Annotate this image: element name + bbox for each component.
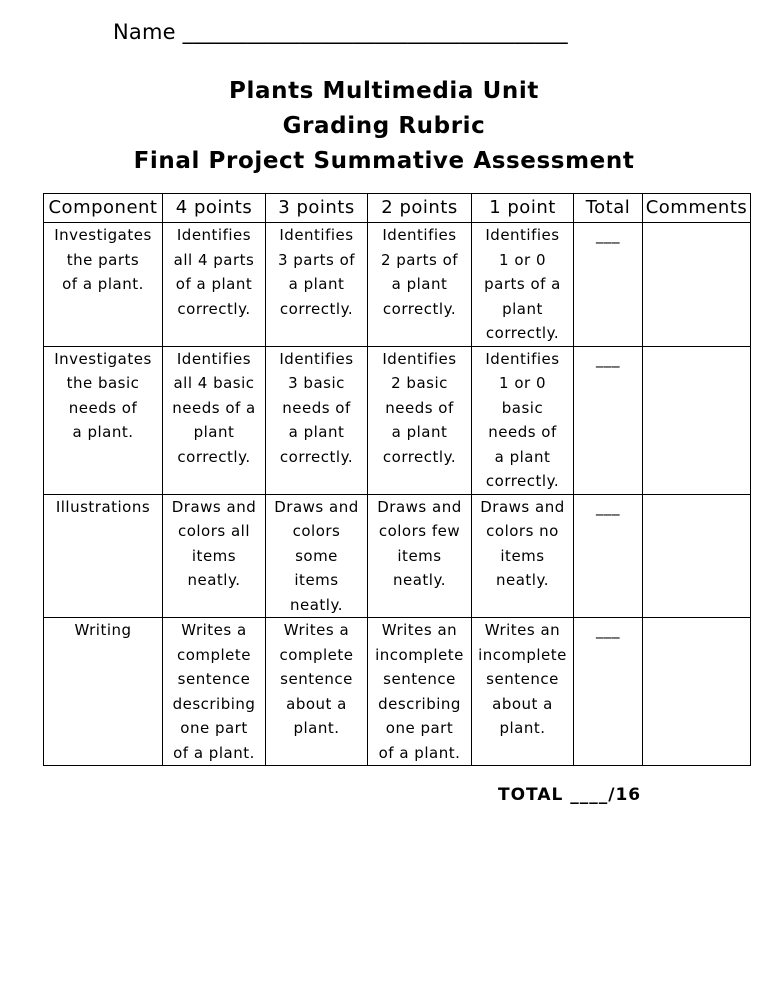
- column-header-total: Total: [574, 194, 643, 223]
- criteria-2-points-cell: Identifies 2 basic needs of a plant correctly.: [368, 346, 472, 494]
- table-row: [44, 223, 751, 347]
- grand-total-label: TOTAL ____/16: [498, 785, 642, 805]
- title-line-1: Plants Multimedia Unit: [229, 78, 539, 104]
- column-header-comments: Comments: [643, 194, 751, 223]
- criteria-1-point-cell: Identifies 1 or 0 basic needs of a plant correctly.: [472, 346, 574, 494]
- document-title-block: [0, 74, 768, 179]
- comments-cell[interactable]: [643, 494, 751, 618]
- criteria-3-points-cell: Draws and colors some items neatly.: [266, 494, 368, 618]
- column-header-3-points: 3 points: [266, 194, 368, 223]
- title-line-2: Grading Rubric: [282, 113, 486, 139]
- component-cell: Investigates the parts of a plant.: [44, 223, 163, 347]
- row-total-blank[interactable]: ___: [574, 494, 643, 618]
- criteria-2-points-cell: Writes an incomplete sentence describing one part of a plant.: [368, 618, 472, 766]
- criteria-2-points-cell: Identifies 2 parts of a plant correctly.: [368, 223, 472, 347]
- component-cell: Illustrations: [44, 494, 163, 618]
- component-cell: Writing: [44, 618, 163, 766]
- criteria-1-point-cell: Identifies 1 or 0 parts of a plant correctly.: [472, 223, 574, 347]
- table-row: [44, 618, 751, 766]
- criteria-4-points-cell: Draws and colors all items neatly.: [163, 494, 266, 618]
- criteria-4-points-cell: Identifies all 4 parts of a plant correctly.: [163, 223, 266, 347]
- criteria-3-points-cell: Identifies 3 basic needs of a plant correctly.: [266, 346, 368, 494]
- row-total-blank[interactable]: ___: [574, 223, 643, 347]
- column-header-2-points: 2 points: [368, 194, 472, 223]
- comments-cell[interactable]: [643, 618, 751, 766]
- criteria-2-points-cell: Draws and colors few items neatly.: [368, 494, 472, 618]
- criteria-1-point-cell: Draws and colors no items neatly.: [472, 494, 574, 618]
- criteria-1-point-cell: Writes an incomplete sentence about a plant.: [472, 618, 574, 766]
- table-row: [44, 346, 751, 494]
- criteria-4-points-cell: Writes a complete sentence describing one part of a plant.: [163, 618, 266, 766]
- row-total-blank[interactable]: ___: [574, 618, 643, 766]
- table-header-row: [44, 194, 751, 223]
- comments-cell[interactable]: [643, 346, 751, 494]
- column-header-1-point: 1 point: [472, 194, 574, 223]
- row-total-blank[interactable]: ___: [574, 346, 643, 494]
- title-line-3: Final Project Summative Assessment: [133, 148, 635, 174]
- comments-cell[interactable]: [643, 223, 751, 347]
- column-header-4-points: 4 points: [163, 194, 266, 223]
- component-cell: Investigates the basic needs of a plant.: [44, 346, 163, 494]
- criteria-3-points-cell: Identifies 3 parts of a plant correctly.: [266, 223, 368, 347]
- criteria-4-points-cell: Identifies all 4 basic needs of a plant correctly.: [163, 346, 266, 494]
- grading-rubric-table: [43, 193, 751, 766]
- column-header-component: Component: [44, 194, 163, 223]
- criteria-3-points-cell: Writes a complete sentence about a plant.: [266, 618, 368, 766]
- name-field-label: Name ____________________________________: [113, 20, 568, 44]
- table-row: [44, 494, 751, 618]
